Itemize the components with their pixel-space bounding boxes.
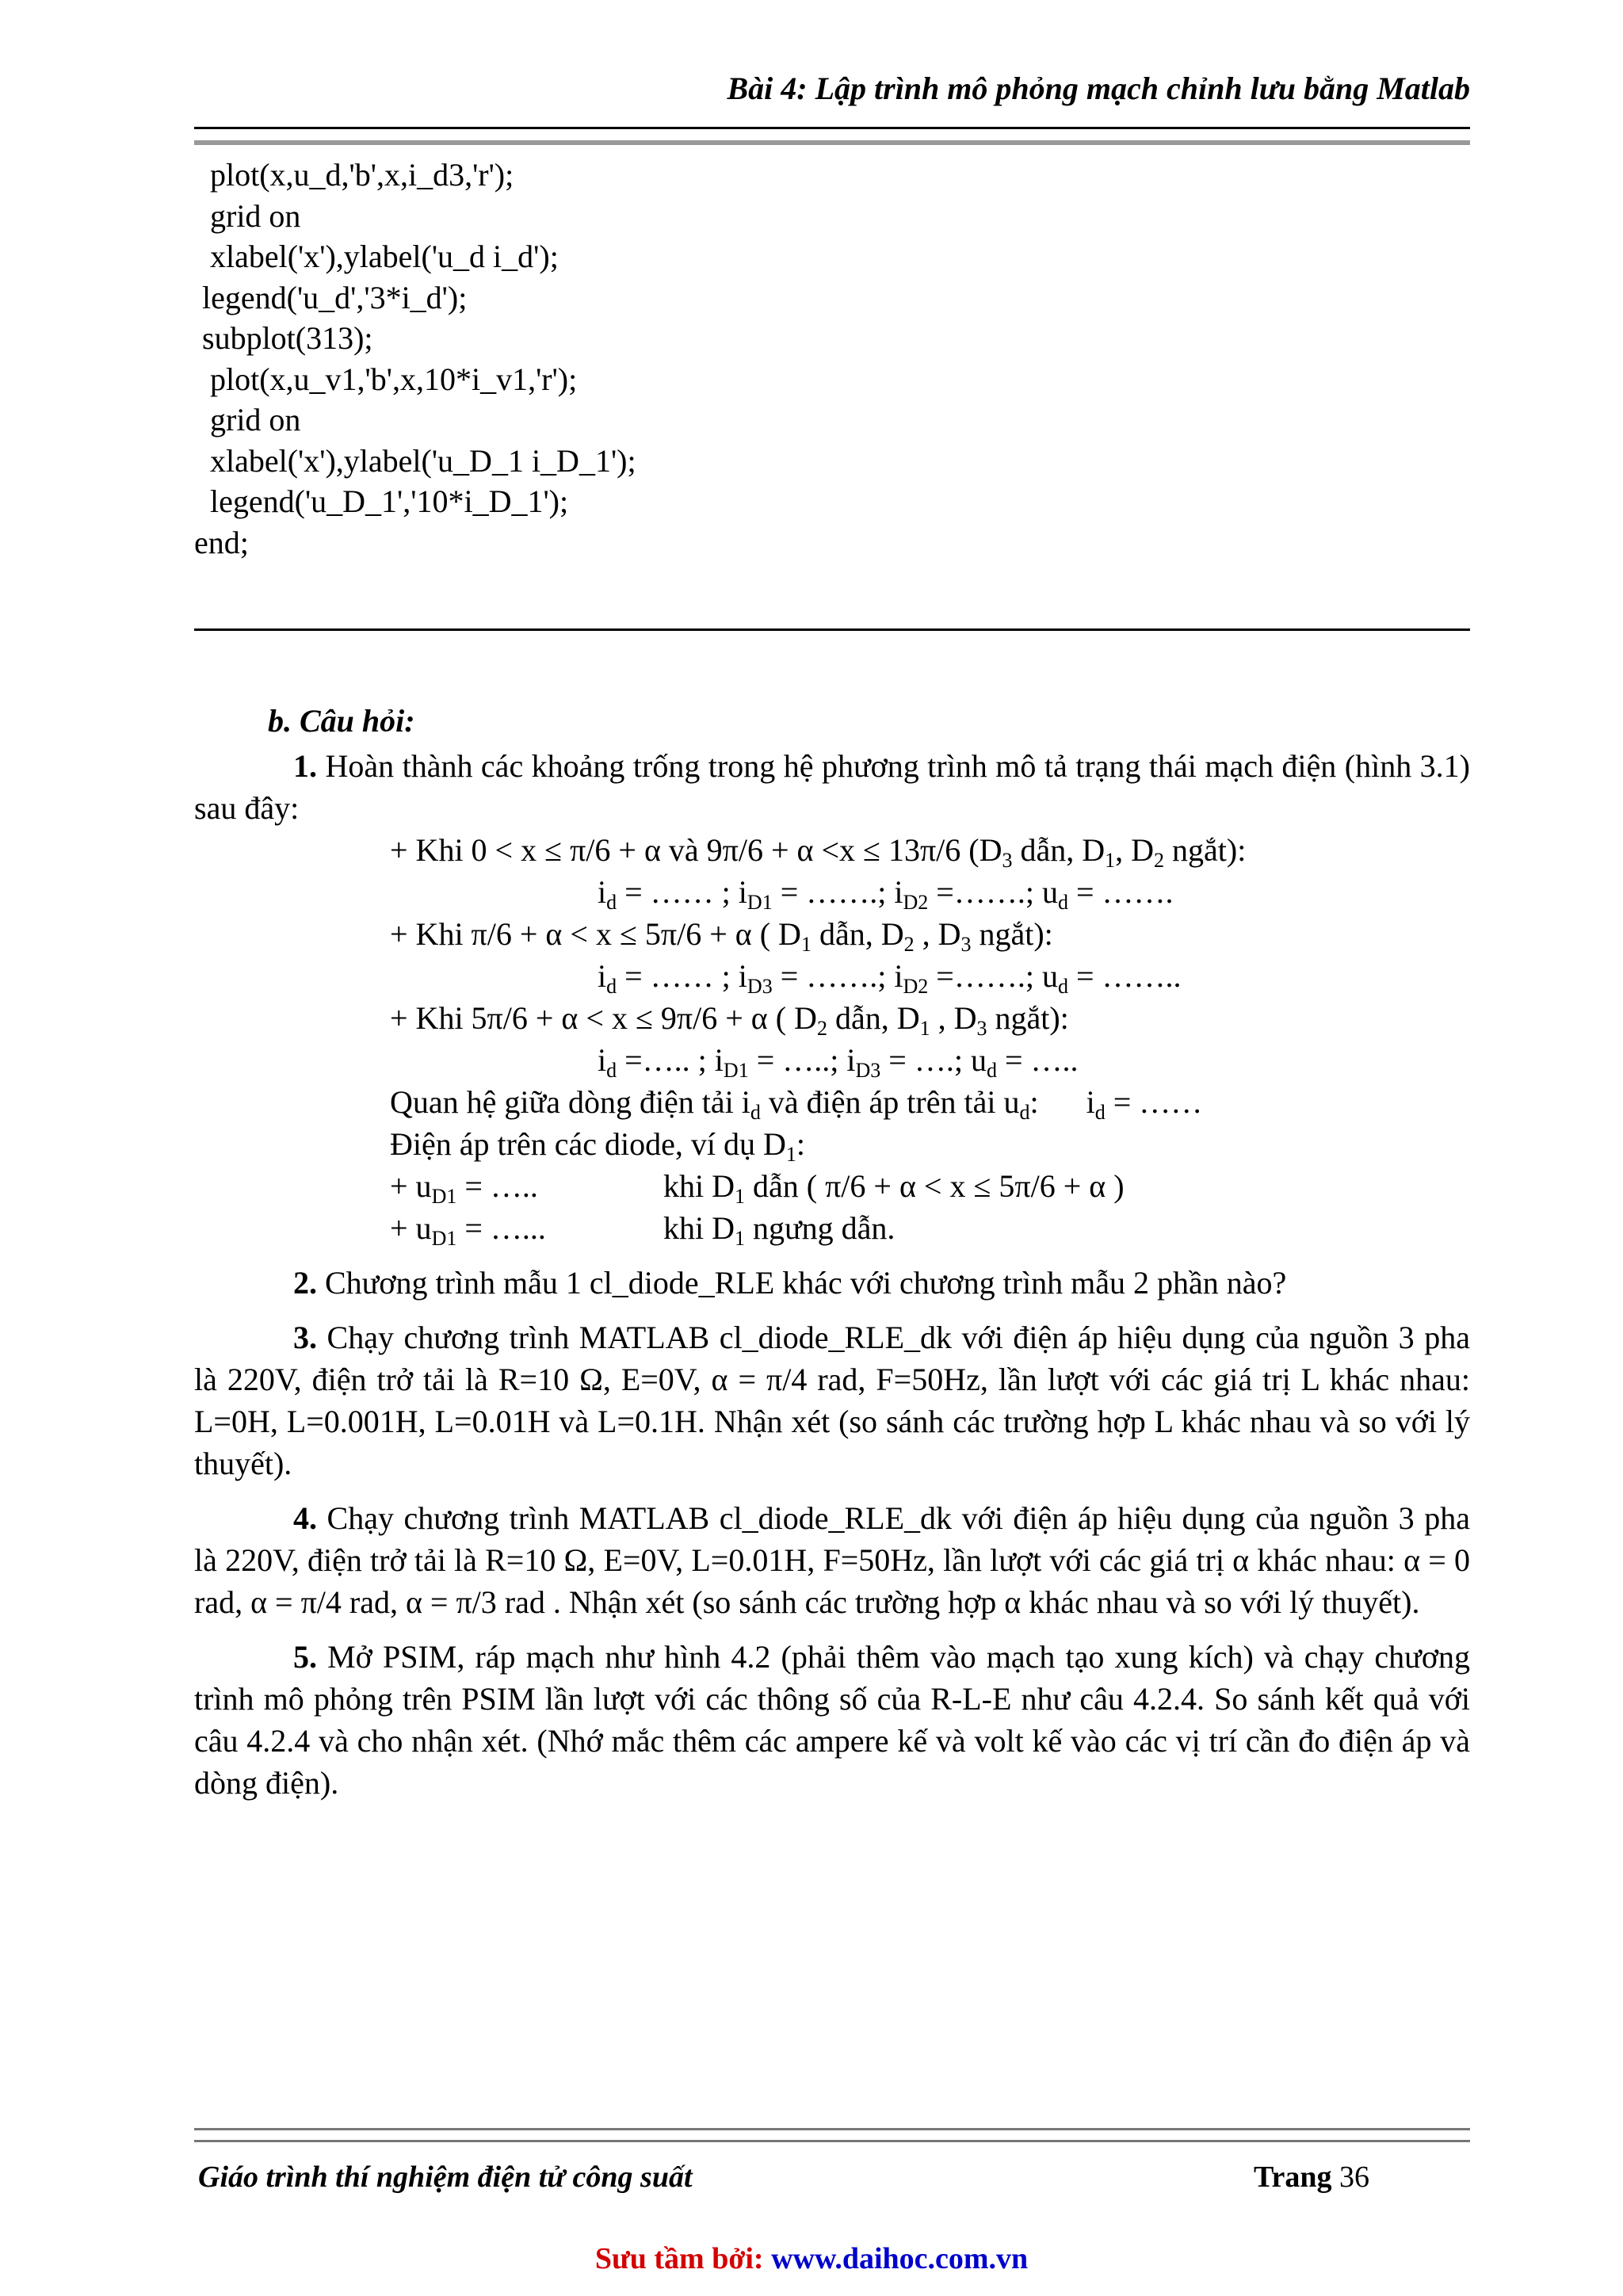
equation-line: $i_d$ = …… ; $i_{D3}$ = …….; $i_{D2}$ =…….; $u_d$ = …….. bbox=[598, 958, 1182, 998]
case-line: + Khi 5π/6 + α < x ≤ 9π/6 + α ( $D_2$ dẫn, $D_1$ , $D_3$ ngắt): bbox=[390, 1000, 1069, 1040]
code-line: xlabel('x'),ylabel('u_D_1 i_D_1'); bbox=[194, 442, 636, 479]
diode-voltage-line: Điện áp trên các diode, ví dụ $D_1$: bbox=[390, 1126, 805, 1166]
equation-line: $i_d$ = …… ; $i_{D1}$ = …….; $i_{D2}$ =…….; $u_d$ = ……. bbox=[598, 874, 1174, 914]
question-text: Chương trình mẫu 1 cl_diode_RLE khác với chương trình mẫu 2 phần nào? bbox=[317, 1265, 1287, 1301]
code-line: legend('u_D_1','10*i_D_1'); bbox=[194, 483, 569, 519]
question-number: 4. bbox=[293, 1500, 317, 1536]
page-number: Trang 36 bbox=[1253, 2160, 1369, 2194]
section-heading: b. Câu hỏi: bbox=[268, 703, 415, 739]
questions-section bbox=[194, 697, 1470, 1804]
case-line: + Khi 0 < x ≤ π/6 + α và 9π/6 + α <x ≤ 13π/6 ($D_3$ dẫn, $D_1$, $D_2$ ngắt): bbox=[390, 832, 1247, 872]
question-1 bbox=[194, 745, 1470, 829]
section-divider bbox=[194, 628, 1470, 631]
code-line: legend('u_d','3*i_d'); bbox=[194, 279, 468, 315]
code-line: plot(x,u_v1,'b',x,10*i_v1,'r'); bbox=[194, 361, 578, 397]
question-number: 5. bbox=[293, 1639, 317, 1675]
code-line: subplot(313); bbox=[194, 320, 373, 356]
diode-voltage-off: + $u_{D1}$ = …... khi $D_1$ ngưng dẫn. bbox=[390, 1210, 896, 1250]
question-text: Chạy chương trình MATLAB cl_diode_RLE_dk với điện áp hiệu dụng của nguồn 3 pha là 220V, điện trở tải là R=10 Ω, E=0V, α = π/4 rad, F=50Hz, lần lượt với các giá trị L khác nhau: L=0H, L=0.001H, L=0.01H và L=0.1H. Nhận xét (so sánh các trường hợp L khác nhau và so với lý thuyết). bbox=[194, 1320, 1470, 1481]
footer-title: Giáo trình thí nghiệm điện tử công suất bbox=[198, 2160, 693, 2194]
relation-line: Quan hệ giữa dòng điện tải $i_d$ và điện áp trên tải $u_d$: $i_d$ = …… bbox=[390, 1084, 1203, 1124]
case-line: + Khi π/6 + α < x ≤ 5π/6 + α ( $D_1$ dẫn, $D_2$ , $D_3$ ngắt): bbox=[390, 916, 1053, 956]
code-line: plot(x,u_d,'b',x,i_d3,'r'); bbox=[194, 157, 514, 193]
question-number: 2. bbox=[293, 1265, 317, 1301]
source-link[interactable]: www.daihoc.com.vn bbox=[771, 2242, 1029, 2275]
question-text: Hoàn thành các khoảng trống trong hệ phương trình mô tả trạng thái mạch điện (hình 3.1) sau đây: bbox=[194, 748, 1470, 826]
header-rule bbox=[194, 127, 1470, 145]
code-block bbox=[194, 155, 636, 563]
code-line: end; bbox=[194, 524, 249, 560]
question-text: Mở PSIM, ráp mạch như hình 4.2 (phải thêm vào mạch tạo xung kích) và chạy chương trình mô phỏng trên PSIM lần lượt với các thông số của R-L-E như câu 4.2.4. So sánh kết quả với câu 4.2.4 và cho nhận xét. (Nhớ mắc thêm các ampere kế và volt kế vào các vị trí cần đo điện áp và dòng điện). bbox=[194, 1639, 1470, 1801]
diode-voltage-on: + $u_{D1}$ = ….. khi $D_1$ dẫn ( π/6 + α < x ≤ 5π/6 + α ) bbox=[390, 1168, 1125, 1208]
question-5 bbox=[194, 1636, 1470, 1804]
code-line: grid on bbox=[194, 197, 301, 234]
question-number: 3. bbox=[293, 1320, 317, 1355]
source-credit: Sưu tầm bởi: www.daihoc.com.vn bbox=[594, 2242, 1029, 2275]
question-text: Chạy chương trình MATLAB cl_diode_RLE_dk với điện áp hiệu dụng của nguồn 3 pha là 220V, điện trở tải là R=10 Ω, E=0V, L=0.01H, F=50Hz, lần lượt với các giá trị α khác nhau: α = 0 rad, α = π/4 rad, α = π/3 rad . Nhận xét (so sánh các trường hợp α khác nhau và so với lý thuyết). bbox=[194, 1500, 1470, 1620]
footer-rule bbox=[194, 2128, 1470, 2142]
equation-line: $i_d$ =….. ; $i_{D1}$ = …..; $i_{D3}$ = ….; $u_d$ = ….. bbox=[598, 1042, 1079, 1082]
header-title: Bài 4: Lập trình mô phỏng mạch chỉnh lưu bằng Matlab bbox=[727, 71, 1470, 106]
question-number: 1. bbox=[293, 748, 317, 784]
question-3 bbox=[194, 1316, 1470, 1484]
code-line: grid on bbox=[194, 402, 301, 437]
question-4 bbox=[194, 1497, 1470, 1623]
code-line: xlabel('x'),ylabel('u_d i_d'); bbox=[194, 239, 559, 274]
equation-block bbox=[194, 829, 1470, 1249]
question-2 bbox=[194, 1262, 1470, 1304]
